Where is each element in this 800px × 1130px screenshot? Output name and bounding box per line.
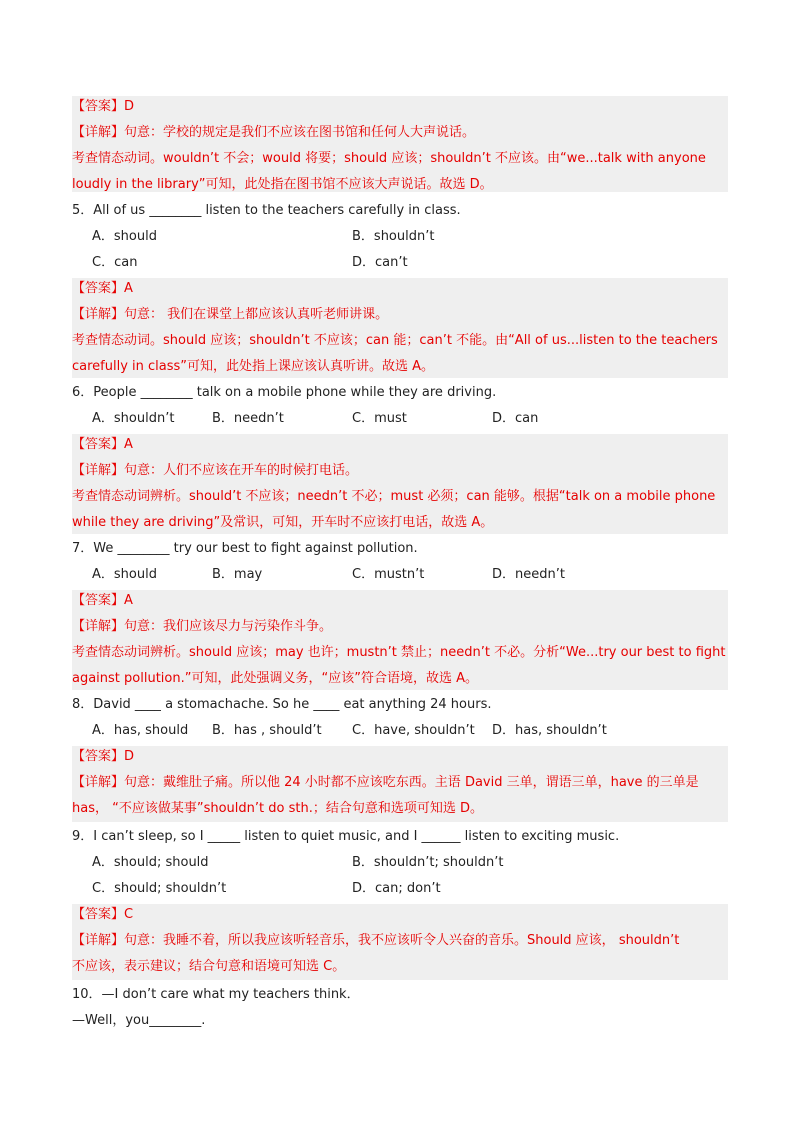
answer-label: 【答案】A (72, 437, 133, 452)
option-c: C．must (352, 411, 407, 426)
detail-line: against pollution.”可知，此处强调义务，“应该”符合语境，故选 A。 (72, 671, 478, 686)
detail-line: while they are driving”及常识，可知，开车时不应该打电话，故选 A。 (72, 515, 494, 530)
question-stem: 8．David ____ a stomachache. So he ____ eat anything 24 hours. (72, 697, 492, 712)
detail-line: 考查情态动词辨析。should 应该；may 也许；mustn’t 禁止；needn’t 不必。分析“We...try our best to fight (72, 645, 726, 660)
detail-line: 考查情态动词辨析。should’t 不应该；needn’t 不必；must 必须；can 能够。根据“talk on a mobile phone (72, 489, 716, 504)
option-a: A．should; should (92, 855, 209, 870)
detail-line: 【详解】句意：我们应该尽力与污染作斗争。 (72, 619, 333, 634)
answer-label: 【答案】A (72, 281, 133, 296)
detail-line: 【详解】句意：学校的规定是我们不应该在图书馆和任何人大声说话。 (72, 125, 476, 140)
question-stem: 9．I can’t sleep, so I _____ listen to quiet music, and I ______ listen to exciting music. (72, 829, 620, 844)
detail-line: 不应该，表示建议；结合句意和语境可知选 C。 (72, 959, 346, 974)
question-stem: 6．People ________ talk on a mobile phone while they are driving. (72, 385, 497, 400)
option-c: C．can (92, 255, 138, 270)
option-c: C．have, shouldn’t (352, 723, 475, 738)
detail-line: 【详解】句意：我睡不着，所以我应该听轻音乐，我不应该听令人兴奋的音乐。Should 应该， shouldn’t (72, 933, 680, 948)
option-a: A．should (92, 567, 157, 582)
question-stem: 7．We ________ try our best to fight against pollution. (72, 541, 418, 556)
detail-line: 【详解】句意：人们不应该在开车的时候打电话。 (72, 463, 359, 478)
option-b: B．has , should’t (212, 723, 322, 738)
option-b: B．needn’t (212, 411, 284, 426)
question-dialogue-line: —Well，you________. (72, 1013, 206, 1028)
detail-line: carefully in class”可知，此处指上课应该认真听讲。故选 A。 (72, 359, 435, 374)
question-stem: 10．—I don’t care what my teachers think． (72, 987, 360, 1002)
option-d: D．can; don’t (352, 881, 441, 896)
option-d: D．needn’t (492, 567, 565, 582)
option-b: B．shouldn’t; shouldn’t (352, 855, 504, 870)
option-d: D．can (492, 411, 539, 426)
answer-label: 【答案】D (72, 99, 135, 114)
option-a: A．should (92, 229, 157, 244)
option-c: C．mustn’t (352, 567, 425, 582)
detail-line: has， “不应该做某事”shouldn’t do sth.；结合句意和选项可知选 D。 (72, 801, 483, 816)
option-c: C．should; shouldn’t (92, 881, 227, 896)
answer-label: 【答案】A (72, 593, 133, 608)
question-stem: 5．All of us ________ listen to the teachers carefully in class. (72, 203, 461, 218)
option-b: B．may (212, 567, 263, 582)
option-a: A．has, should (92, 723, 189, 738)
option-a: A．shouldn’t (92, 411, 175, 426)
answer-label: 【答案】C (72, 907, 134, 922)
detail-line: 【详解】句意： 我们在课堂上都应该认真听老师讲课。 (72, 307, 389, 322)
detail-line: 考查情态动词。should 应该；shouldn’t 不应该；can 能；can’t 不能。由“All of us...listen to the teachers (72, 333, 718, 348)
detail-line: 【详解】句意：戴维肚子痛。所以他 24 小时都不应该吃东西。主语 David 三单，谓语三单，have 的三单是 (72, 775, 699, 790)
answer-label: 【答案】D (72, 749, 135, 764)
option-d: D．has, shouldn’t (492, 723, 607, 738)
option-d: D．can’t (352, 255, 408, 270)
detail-line: 考查情态动词。wouldn’t 不会；would 将要；should 应该；shouldn’t 不应该。由“we...talk with anyone (72, 151, 706, 166)
detail-line: loudly in the library”可知，此处指在图书馆不应该大声说话。故选 D。 (72, 177, 493, 192)
option-b: B．shouldn’t (352, 229, 435, 244)
